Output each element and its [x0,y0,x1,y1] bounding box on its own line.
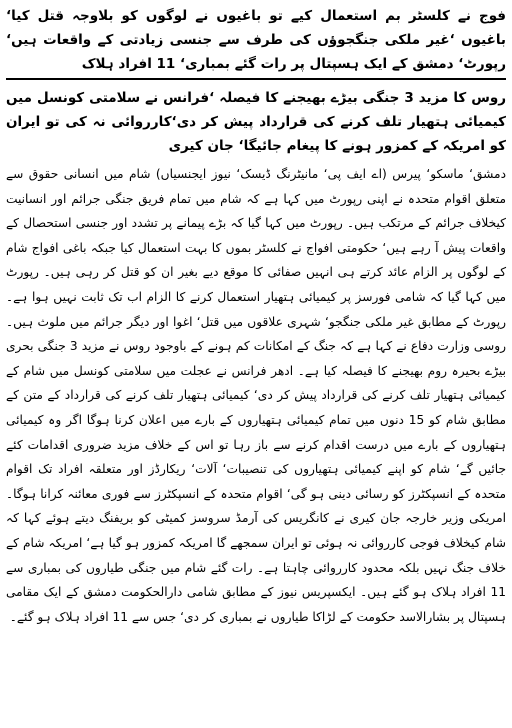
news-article [6,4,506,629]
article-subhead: روس کا مزید 3 جنگی بیڑے بھیجنے کا فیصلہ ‘فرانس نے سلامتی کونسل میں کیمیائی ہتھیار تلف کرنے کی قرارداد پیش کر دی‘کارروائی نہ کی تو ایران کو امریکہ کے کمزور ہونے کا پیغام جائیگا‘ جان کیری [6,90,507,154]
article-body: دمشق‘ ماسکو‘ پیرس (اے ایف پی‘ مانیٹرنگ ڈیسک‘ نیوز ایجنسیاں) شام میں انسانی حقوق سے متعلق اقوام متحدہ نے اپنی رپورٹ میں کہا ہے کہ شام میں تمام فریق جنگی جرائم اور انسانیت کیخلاف جرائم کے مرتکب ہیں۔ رپورٹ میں کہا گیا کہ بڑے پیمانے پر تشدد اور جنسی استحصال کے واقعات پیش آ رہے ہیں‘ حکومتی افواج نے کلسٹر بموں کا بہت استعمال کیا جبکہ باغی افواج شام کے لوگوں پر الزام عائد کرتے ہی انہیں صفائی کا موقع دیے بغیر ان کو قتل کر رہی ہیں۔ رپورٹ میں کہا گیا کہ شامی فورسز پر کیمیائی ہتھیار استعمال کرنے کا الزام اب تک ثابت نہیں ہوا ہے۔ رپورٹ کے مطابق غیر ملکی جنگجو‘ شہری علاقوں میں قتل‘ اغوا اور دیگر جرائم میں ملوث ہیں۔ روسی وزارت دفاع نے کہا ہے کہ جنگ کے امکانات کم ہونے کے باوجود روس نے مزید 3 جنگی بحری بیڑے بحیرہ روم بھیجنے کا فیصلہ کیا ہے۔ ادھر فرانس نے عجلت میں سلامتی کونسل میں شام کے کیمیائی ہتھیار تلف کرنے کی قرارداد پیش کر دی‘ کیمیائی ہتھیار تلف کرنے کی قرارداد کے متن کے مطابق شام کو 15 دنوں میں تمام کیمیائی ہتھیاروں کے بارے میں اعلان کرنا ہوگا اگر وہ کیمیائی ہتھیاروں کے بارے میں درست اقدام کرنے سے باز رہا تو اس کے خلاف مزید ضروری اقدامات کئے جائیں گے‘ شام کو اپنے کیمیائی ہتھیاروں کی تنصیبات‘ آلات‘ ریکارڈز اور متعلقہ افراد تک اقوام متحدہ کے انسپکٹرز کو رسائی دینی ہو گی‘ اقوام متحدہ کے انسپکٹرز سے فوری معائنہ کرانا ہوگا۔ امریکی وزیر خارجہ جان کیری نے کانگریس کی آرمڈ سروسز کمیٹی کو بریفنگ دیتے ہوئے کہا کہ شام کیخلاف فوجی کارروائی نہ ہوئی تو ایران سمجھے گا امریکہ کمزور ہو گیا ہے‘ امریکہ شام کے خلاف جنگ نہیں بلکہ محدود کارروائی چاہتا ہے۔ رات گئے شام میں جنگی طیاروں کی بمباری سے 11 افراد ہلاک ہو گئے ہیں۔ ایکسپریس نیوز کے مطابق شامی دارالحکومت دمشق کے ایک مقامی ہسپتال پر بشارالاسد حکومت کے لڑاکا طیاروں نے بمباری کر دی‘ جس سے 11 افراد ہلاک ہو گئے۔ [6,167,507,624]
headline-divider [6,78,506,80]
article-headline: فوج نے کلسٹر بم استعمال کیے تو باغیوں نے لوگوں کو بلاوجہ قتل کیا‘ باغیوں ‘غیر ملکی جنگجوؤں کی طرف سے جنسی زیادتی کے واقعات ہیں‘ رپورٹ‘ دمشق کے ایک ہسپتال پر رات گئے بمباری‘ 11 افراد ہلاک [6,8,506,72]
